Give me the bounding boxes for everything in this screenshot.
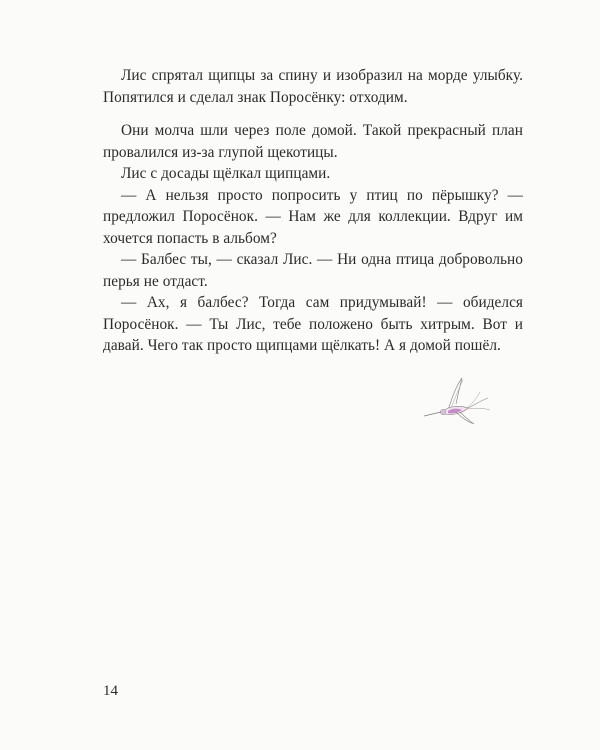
paragraph: — Ах, я балбес? Тогда сам придумывай! — обиделся Поросёнок. — Ты Лис, тебе положено быть хитрым. Вот и давай. Чего так просто щипцами щёлкать! А я домой пошёл. [103,294,523,354]
text-block-main [103,120,523,357]
paragraph: Лис с досады щёлкал щипцами. [121,165,331,182]
text-block-top [103,65,523,108]
paragraph: — Балбес ты, — сказал Лис. — Ни одна птица добровольно перья не отдаст. [103,251,523,290]
page-number: 14 [103,683,118,699]
bird-sketch-icon [418,372,496,430]
paragraph: Они молча шли через поле домой. Такой прекрасный план провалился из-за глупой щекотицы. [103,122,523,161]
paragraph: — А нельзя просто попросить у птиц по пёрышку? — предложил Поросёнок. — Нам же для коллекции. Вдруг им хочется попасть в альбом? [103,186,523,247]
paragraph: Лис спрятал щипцы за спину и изобразил на морде улыбку. Попятился и сделал знак Поросёнку: отходим. [103,67,523,106]
